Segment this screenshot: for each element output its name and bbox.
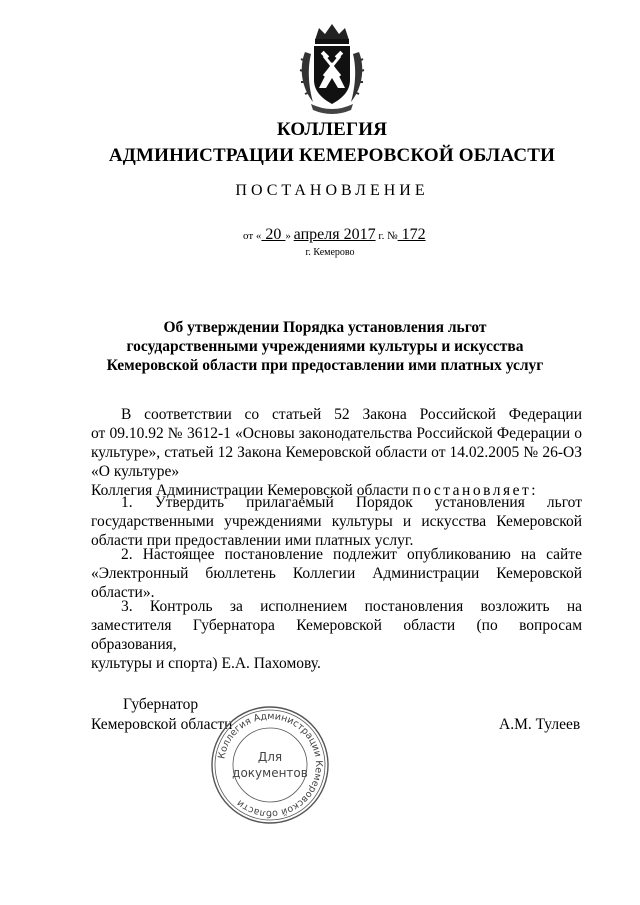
- text-line: государственными учреждениями культуры и искусства Кемеровской: [91, 513, 582, 530]
- council-title-line2: АДМИНИСТРАЦИИ КЕМЕРОВСКОЙ ОБЛАСТИ: [108, 145, 556, 166]
- coat-of-arms-icon: [297, 22, 367, 114]
- text-line: 1. Утвердить прилагаемый Порядок установления льгот: [121, 494, 582, 511]
- date-day: 20: [261, 226, 286, 243]
- text-line: культуре», статьей 12 Закона Кемеровской области от 14.02.2005 № 26-ОЗ: [91, 444, 582, 461]
- resolves-text: Коллегия Администрации Кемеровской области: [91, 482, 413, 499]
- text-line: заместителя Губернатора Кемеровской области (по вопросам образования,: [91, 617, 582, 653]
- stamp-ring-text: Коллегия Администрации Кемеровской области: [216, 710, 325, 820]
- text-line: В соответствии со статьей 52 Закона Российской Федерации: [121, 406, 582, 423]
- document-number: 172: [397, 226, 426, 243]
- text-line: области при предоставлении ими платных услуг.: [91, 532, 414, 549]
- paragraph-preamble: [91, 405, 582, 481]
- signatory-region: Кемеровской области: [91, 716, 233, 733]
- text-line: «О культуре»: [91, 463, 180, 480]
- signatory-name: А.М. Тулеев: [499, 716, 581, 733]
- city: г. Кемерово: [305, 247, 355, 258]
- date-month-year: апреля 2017: [293, 226, 376, 243]
- date-year-suffix: г.: [375, 230, 385, 242]
- text-line: от 09.10.92 № 3612-1 «Основы законодательства Российской Федерации о: [91, 425, 582, 442]
- stamp-center-line1: Для: [257, 750, 283, 764]
- subject-line: Кемеровской области при предоставлении ими платных услуг: [106, 357, 544, 374]
- item-2: [91, 545, 582, 602]
- number-label: №: [384, 230, 398, 242]
- subject-line: Об утверждении Порядка установления льгот: [163, 319, 487, 336]
- text-line: культуры и спорта) Е.А. Пахомову.: [91, 655, 321, 672]
- subject-line: государственными учреждениями культуры и искусства: [126, 338, 524, 355]
- text-line: 3. Контроль за исполнением постановления возложить на: [121, 598, 582, 615]
- item-3: [91, 597, 582, 673]
- text-line: «Электронный бюллетень Коллегии Администрации Кемеровской: [91, 565, 582, 582]
- document-type: ПОСТАНОВЛЕНИЕ: [235, 182, 429, 199]
- stamp-center-line2: документов: [232, 766, 308, 780]
- date-line: [243, 226, 426, 244]
- text-line: области».: [91, 584, 155, 601]
- document-subject: [100, 318, 550, 375]
- official-stamp: [208, 703, 332, 827]
- date-prefix: от «: [243, 230, 262, 242]
- text-line: 2. Настоящее постановление подлежит опубликованию на сайте: [121, 546, 582, 563]
- item-1: [91, 493, 582, 550]
- council-title-line1: КОЛЛЕГИЯ: [276, 119, 388, 140]
- date-mid: »: [285, 230, 294, 242]
- resolves-keyword: постановляет:: [412, 482, 539, 499]
- signatory-title: Губернатор: [123, 696, 199, 713]
